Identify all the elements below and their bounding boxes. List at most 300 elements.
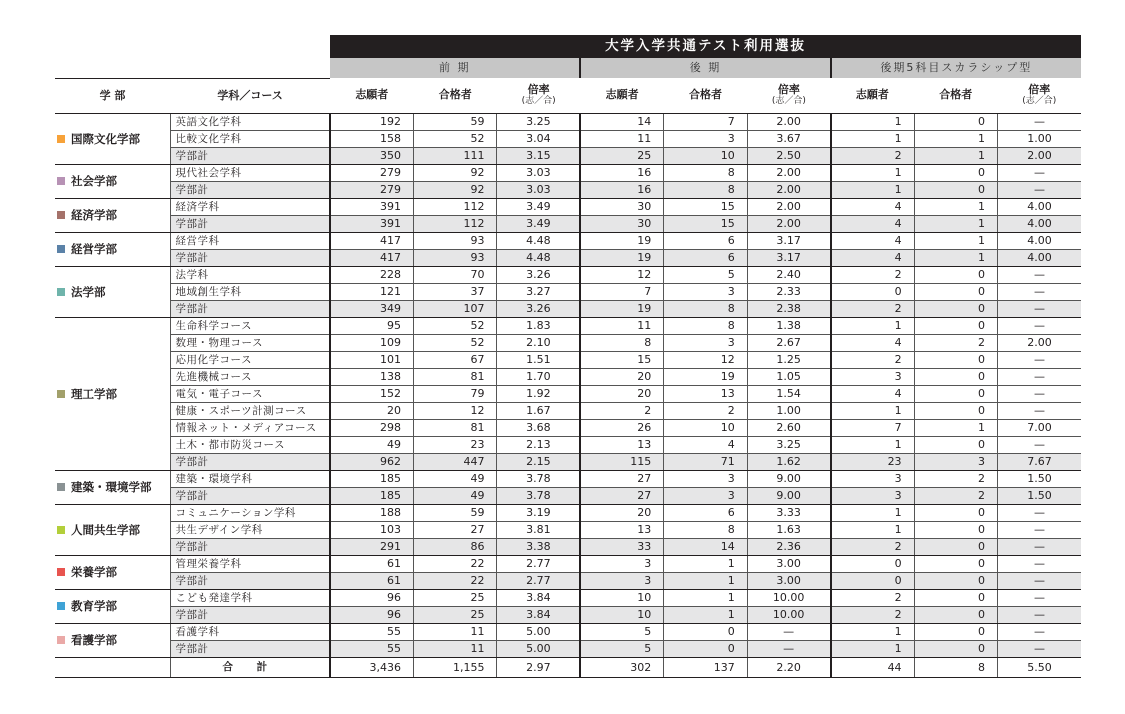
rate-cell: 1.25 <box>747 351 830 368</box>
applicants-cell: 55 <box>330 640 413 657</box>
rate-cell: 1.50 <box>997 470 1081 487</box>
applicants-cell: 96 <box>330 589 413 606</box>
column-header-passed: 合格者 <box>914 78 997 113</box>
applicants-cell: 291 <box>330 538 413 555</box>
applicants-cell: 350 <box>330 147 413 164</box>
rate-label: 倍率 <box>777 82 800 96</box>
rate-cell: 3.25 <box>497 113 580 130</box>
dept-name: 先進機械コース <box>170 368 330 385</box>
total-applicants-cell: 302 <box>580 657 663 677</box>
faculty-color-swatch-icon <box>57 568 65 576</box>
passed-cell: 0 <box>914 351 997 368</box>
passed-cell: 0 <box>914 113 997 130</box>
applicants-cell: 115 <box>580 453 663 470</box>
passed-cell: 5 <box>664 266 747 283</box>
faculty-cell <box>55 164 170 198</box>
rate-cell: 1.05 <box>747 368 830 385</box>
table-row <box>55 419 1081 436</box>
applicants-cell: 23 <box>831 453 914 470</box>
blank-cell <box>55 657 170 677</box>
column-header-applicants: 志願者 <box>580 78 663 113</box>
passed-cell: 0 <box>914 436 997 453</box>
rate-cell: 3.26 <box>497 266 580 283</box>
applicants-cell: 5 <box>580 623 663 640</box>
rate-cell: — <box>997 504 1081 521</box>
rate-cell: — <box>997 113 1081 130</box>
passed-cell: 8 <box>664 317 747 334</box>
applicants-cell: 391 <box>330 215 413 232</box>
dept-name: 共生デザイン学科 <box>170 521 330 538</box>
applicants-cell: 30 <box>580 198 663 215</box>
passed-cell: 112 <box>414 198 497 215</box>
rate-cell: 1.54 <box>747 385 830 402</box>
rate-cell: — <box>997 351 1081 368</box>
applicants-cell: 2 <box>831 147 914 164</box>
passed-cell: 3 <box>664 470 747 487</box>
admissions-results-table-container <box>55 35 1081 678</box>
passed-cell: 37 <box>414 283 497 300</box>
passed-cell: 49 <box>414 487 497 504</box>
rate-cell: 2.36 <box>747 538 830 555</box>
passed-cell: 3 <box>664 334 747 351</box>
rate-cell: — <box>997 606 1081 623</box>
applicants-cell: 349 <box>330 300 413 317</box>
passed-cell: 25 <box>414 606 497 623</box>
rate-cell: 10.00 <box>747 589 830 606</box>
rate-label: 倍率 <box>1028 82 1051 96</box>
faculty-color-swatch-icon <box>57 211 65 219</box>
passed-cell: 4 <box>664 436 747 453</box>
applicants-cell: 20 <box>580 504 663 521</box>
dept-name: こども発達学科 <box>170 589 330 606</box>
subtotal-row <box>55 249 1081 266</box>
faculty-cell <box>55 504 170 555</box>
rate-cell: 3.84 <box>497 589 580 606</box>
dept-name: 管理栄養学科 <box>170 555 330 572</box>
period-header-early: 前 期 <box>330 58 580 78</box>
faculty-name: 理工学部 <box>71 386 117 401</box>
passed-cell: 0 <box>914 368 997 385</box>
applicants-cell: 4 <box>831 249 914 266</box>
applicants-cell: 158 <box>330 130 413 147</box>
rate-cell: 3.33 <box>747 504 830 521</box>
faculty-cell <box>55 555 170 589</box>
applicants-cell: 4 <box>831 232 914 249</box>
applicants-cell: 1 <box>831 504 914 521</box>
passed-cell: 0 <box>914 640 997 657</box>
passed-cell: 2 <box>914 487 997 504</box>
applicants-cell: 417 <box>330 232 413 249</box>
passed-cell: 8 <box>664 521 747 538</box>
rate-cell: 10.00 <box>747 606 830 623</box>
dept-name: 電気・電子コース <box>170 385 330 402</box>
applicants-cell: 192 <box>330 113 413 130</box>
applicants-cell: 7 <box>580 283 663 300</box>
rate-cell: — <box>997 300 1081 317</box>
passed-cell: 0 <box>914 385 997 402</box>
faculty-cell <box>55 198 170 232</box>
rate-cell: 7.00 <box>997 419 1081 436</box>
faculty-cell <box>55 470 170 504</box>
passed-cell: 52 <box>414 334 497 351</box>
passed-cell: 92 <box>414 164 497 181</box>
rate-cell: 5.00 <box>497 640 580 657</box>
applicants-cell: 27 <box>580 470 663 487</box>
applicants-cell: 4 <box>831 198 914 215</box>
passed-cell: 86 <box>414 538 497 555</box>
subtotal-label: 学部計 <box>170 487 330 504</box>
passed-cell: 93 <box>414 249 497 266</box>
rate-cell: 3.19 <box>497 504 580 521</box>
passed-cell: 0 <box>914 538 997 555</box>
passed-cell: 8 <box>664 181 747 198</box>
passed-cell: 1 <box>914 147 997 164</box>
rate-sublabel: (志／合) <box>521 95 556 106</box>
passed-cell: 92 <box>414 181 497 198</box>
faculty-color-swatch-icon <box>57 288 65 296</box>
passed-cell: 0 <box>914 402 997 419</box>
rate-cell: 3.68 <box>497 419 580 436</box>
table-row <box>55 402 1081 419</box>
passed-cell: 93 <box>414 232 497 249</box>
table-row <box>55 113 1081 130</box>
rate-cell: — <box>997 521 1081 538</box>
applicants-cell: 417 <box>330 249 413 266</box>
passed-cell: 0 <box>914 300 997 317</box>
passed-cell: 6 <box>664 232 747 249</box>
passed-cell: 1 <box>664 555 747 572</box>
passed-cell: 3 <box>914 453 997 470</box>
passed-cell: 15 <box>664 198 747 215</box>
dept-name: 応用化学コース <box>170 351 330 368</box>
applicants-cell: 16 <box>580 164 663 181</box>
faculty-cell <box>55 317 170 470</box>
applicants-cell: 185 <box>330 487 413 504</box>
dept-name: 土木・都市防災コース <box>170 436 330 453</box>
applicants-cell: 11 <box>580 130 663 147</box>
table-row <box>55 368 1081 385</box>
rate-cell: — <box>997 555 1081 572</box>
dept-name: 健康・スポーツ計測コース <box>170 402 330 419</box>
table-row <box>55 130 1081 147</box>
rate-cell: 1.51 <box>497 351 580 368</box>
rate-cell: 2.00 <box>997 147 1081 164</box>
rate-cell: 2.15 <box>497 453 580 470</box>
passed-cell: 8 <box>664 164 747 181</box>
dept-name: 英語文化学科 <box>170 113 330 130</box>
passed-cell: 81 <box>414 419 497 436</box>
applicants-cell: 16 <box>580 181 663 198</box>
passed-cell: 1 <box>664 589 747 606</box>
passed-cell: 49 <box>414 470 497 487</box>
passed-cell: 1 <box>914 249 997 266</box>
faculty-name: 経済学部 <box>71 208 117 222</box>
dept-name: 経済学科 <box>170 198 330 215</box>
faculty-name: 看護学部 <box>71 633 117 647</box>
applicants-cell: 2 <box>831 606 914 623</box>
passed-cell: 0 <box>664 640 747 657</box>
rate-cell: 2.33 <box>747 283 830 300</box>
rate-cell: 2.38 <box>747 300 830 317</box>
faculty-cell <box>55 113 170 164</box>
rate-cell: 3.27 <box>497 283 580 300</box>
rate-cell: 3.67 <box>747 130 830 147</box>
passed-cell: 19 <box>664 368 747 385</box>
rate-cell: — <box>997 181 1081 198</box>
table-row <box>55 317 1081 334</box>
faculty-name: 建築・環境学部 <box>71 480 152 494</box>
faculty-name: 栄養学部 <box>71 565 117 579</box>
applicants-cell: 2 <box>580 402 663 419</box>
rate-cell: 2.13 <box>497 436 580 453</box>
faculty-color-swatch-icon <box>57 636 65 644</box>
passed-cell: 71 <box>664 453 747 470</box>
passed-cell: 0 <box>664 623 747 640</box>
table-row <box>55 436 1081 453</box>
rate-cell: 4.48 <box>497 249 580 266</box>
applicants-cell: 61 <box>330 555 413 572</box>
subtotal-label: 学部計 <box>170 453 330 470</box>
applicants-cell: 1 <box>831 181 914 198</box>
applicants-cell: 33 <box>580 538 663 555</box>
applicants-cell: 1 <box>831 402 914 419</box>
rate-cell: 4.48 <box>497 232 580 249</box>
rate-cell: — <box>997 436 1081 453</box>
applicants-cell: 3 <box>831 487 914 504</box>
subtotal-row <box>55 300 1081 317</box>
applicants-cell: 152 <box>330 385 413 402</box>
rate-label: 倍率 <box>527 82 550 96</box>
applicants-cell: 20 <box>580 385 663 402</box>
passed-cell: 0 <box>914 317 997 334</box>
passed-cell: 25 <box>414 589 497 606</box>
rate-cell: 3.38 <box>497 538 580 555</box>
passed-cell: 1 <box>914 198 997 215</box>
applicants-cell: 109 <box>330 334 413 351</box>
subtotal-label: 学部計 <box>170 300 330 317</box>
faculty-color-swatch-icon <box>57 390 65 398</box>
rate-cell: 4.00 <box>997 215 1081 232</box>
applicants-cell: 96 <box>330 606 413 623</box>
passed-cell: 2 <box>914 470 997 487</box>
faculty-name: 経営学部 <box>71 242 117 256</box>
rate-cell: 2.60 <box>747 419 830 436</box>
passed-cell: 23 <box>414 436 497 453</box>
applicants-cell: 13 <box>580 521 663 538</box>
rate-cell: — <box>747 623 830 640</box>
applicants-cell: 5 <box>580 640 663 657</box>
passed-cell: 22 <box>414 555 497 572</box>
applicants-cell: 1 <box>831 164 914 181</box>
faculty-name: 国際文化学部 <box>71 131 140 146</box>
applicants-cell: 279 <box>330 164 413 181</box>
dept-name: 生命科学コース <box>170 317 330 334</box>
applicants-cell: 279 <box>330 181 413 198</box>
passed-cell: 10 <box>664 419 747 436</box>
rate-cell: 4.00 <box>997 198 1081 215</box>
faculty-name: 社会学部 <box>71 174 117 188</box>
applicants-cell: 103 <box>330 521 413 538</box>
table-row <box>55 385 1081 402</box>
subtotal-row <box>55 147 1081 164</box>
table-row <box>55 623 1081 640</box>
passed-cell: 3 <box>664 487 747 504</box>
applicants-cell: 55 <box>330 623 413 640</box>
passed-cell: 0 <box>914 606 997 623</box>
rate-cell: — <box>747 640 830 657</box>
dept-name: 看護学科 <box>170 623 330 640</box>
rate-cell: — <box>997 589 1081 606</box>
rate-cell: 2.50 <box>747 147 830 164</box>
faculty-cell <box>55 232 170 266</box>
total-passed-cell: 8 <box>914 657 997 677</box>
table-row <box>55 164 1081 181</box>
passed-cell: 70 <box>414 266 497 283</box>
passed-cell: 0 <box>914 555 997 572</box>
passed-cell: 67 <box>414 351 497 368</box>
passed-cell: 0 <box>914 181 997 198</box>
rate-cell: 2.10 <box>497 334 580 351</box>
passed-cell: 15 <box>664 215 747 232</box>
passed-cell: 1 <box>914 215 997 232</box>
rate-cell: 9.00 <box>747 470 830 487</box>
subtotal-row <box>55 572 1081 589</box>
passed-cell: 14 <box>664 538 747 555</box>
rate-cell: 3.81 <box>497 521 580 538</box>
applicants-cell: 2 <box>831 589 914 606</box>
column-header-rate <box>497 78 580 113</box>
total-label: 合 計 <box>170 657 330 677</box>
column-header-applicants: 志願者 <box>831 78 914 113</box>
rate-cell: 3.03 <box>497 164 580 181</box>
applicants-cell: 1 <box>831 130 914 147</box>
rate-cell: 3.17 <box>747 249 830 266</box>
passed-cell: 0 <box>914 589 997 606</box>
total-row <box>55 657 1081 677</box>
rate-cell: 2.77 <box>497 555 580 572</box>
rate-cell: 3.04 <box>497 130 580 147</box>
rate-cell: 3.00 <box>747 572 830 589</box>
applicants-cell: 8 <box>580 334 663 351</box>
rate-cell: 2.40 <box>747 266 830 283</box>
rate-cell: 1.63 <box>747 521 830 538</box>
rate-cell: 2.00 <box>747 215 830 232</box>
subtotal-label: 学部計 <box>170 215 330 232</box>
rate-cell: 2.00 <box>747 164 830 181</box>
passed-cell: 3 <box>664 130 747 147</box>
applicants-cell: 298 <box>330 419 413 436</box>
subtotal-label: 学部計 <box>170 606 330 623</box>
dept-name: 情報ネット・メディアコース <box>170 419 330 436</box>
passed-cell: 7 <box>664 113 747 130</box>
rate-sublabel: (志／合) <box>1022 95 1057 106</box>
column-header-applicants: 志願者 <box>330 78 413 113</box>
passed-cell: 1 <box>914 419 997 436</box>
blank-corner <box>55 58 330 78</box>
passed-cell: 0 <box>914 504 997 521</box>
faculty-color-swatch-icon <box>57 177 65 185</box>
faculty-color-swatch-icon <box>57 135 65 143</box>
table-row <box>55 232 1081 249</box>
applicants-cell: 0 <box>831 555 914 572</box>
rate-cell: 1.62 <box>747 453 830 470</box>
applicants-cell: 1 <box>831 521 914 538</box>
applicants-cell: 11 <box>580 317 663 334</box>
applicants-cell: 13 <box>580 436 663 453</box>
rate-cell: 3.84 <box>497 606 580 623</box>
passed-cell: 2 <box>664 402 747 419</box>
passed-cell: 0 <box>914 521 997 538</box>
passed-cell: 111 <box>414 147 497 164</box>
applicants-cell: 228 <box>330 266 413 283</box>
table-body <box>55 113 1081 677</box>
applicants-cell: 19 <box>580 300 663 317</box>
rate-cell: 2.00 <box>747 113 830 130</box>
applicants-cell: 49 <box>330 436 413 453</box>
passed-cell: 12 <box>664 351 747 368</box>
passed-cell: 1 <box>664 606 747 623</box>
applicants-cell: 391 <box>330 198 413 215</box>
column-header-dept: 学科／コース <box>170 78 330 113</box>
applicants-cell: 138 <box>330 368 413 385</box>
applicants-cell: 3 <box>580 572 663 589</box>
applicants-cell: 27 <box>580 487 663 504</box>
faculty-color-swatch-icon <box>57 245 65 253</box>
passed-cell: 52 <box>414 317 497 334</box>
subtotal-row <box>55 181 1081 198</box>
dept-name: 経営学科 <box>170 232 330 249</box>
rate-cell: — <box>997 164 1081 181</box>
applicants-cell: 10 <box>580 589 663 606</box>
column-header-passed: 合格者 <box>414 78 497 113</box>
rate-cell: — <box>997 283 1081 300</box>
rate-cell: 1.00 <box>997 130 1081 147</box>
subtotal-label: 学部計 <box>170 640 330 657</box>
column-header-faculty: 学 部 <box>55 78 170 113</box>
applicants-cell: 3 <box>580 555 663 572</box>
column-header-rate <box>747 78 830 113</box>
rate-cell: 3.00 <box>747 555 830 572</box>
table-row <box>55 283 1081 300</box>
faculty-cell <box>55 623 170 657</box>
applicants-cell: 3 <box>831 470 914 487</box>
rate-cell: 3.15 <box>497 147 580 164</box>
subtotal-row <box>55 453 1081 470</box>
faculty-name: 法学部 <box>71 284 106 299</box>
applicants-cell: 3 <box>831 368 914 385</box>
rate-cell: — <box>997 572 1081 589</box>
passed-cell: 10 <box>664 147 747 164</box>
faculty-color-swatch-icon <box>57 483 65 491</box>
rate-cell: 2.00 <box>747 198 830 215</box>
passed-cell: 0 <box>914 623 997 640</box>
faculty-color-swatch-icon <box>57 602 65 610</box>
subtotal-row <box>55 538 1081 555</box>
applicants-cell: 1 <box>831 317 914 334</box>
passed-cell: 6 <box>664 504 747 521</box>
applicants-cell: 25 <box>580 147 663 164</box>
rate-cell: 1.92 <box>497 385 580 402</box>
passed-cell: 27 <box>414 521 497 538</box>
passed-cell: 12 <box>414 402 497 419</box>
applicants-cell: 20 <box>580 368 663 385</box>
rate-sublabel: (志／合) <box>771 95 806 106</box>
passed-cell: 107 <box>414 300 497 317</box>
applicants-cell: 1 <box>831 640 914 657</box>
faculty-name: 人間共生学部 <box>71 522 140 537</box>
rate-cell: 1.00 <box>747 402 830 419</box>
subtotal-label: 学部計 <box>170 572 330 589</box>
